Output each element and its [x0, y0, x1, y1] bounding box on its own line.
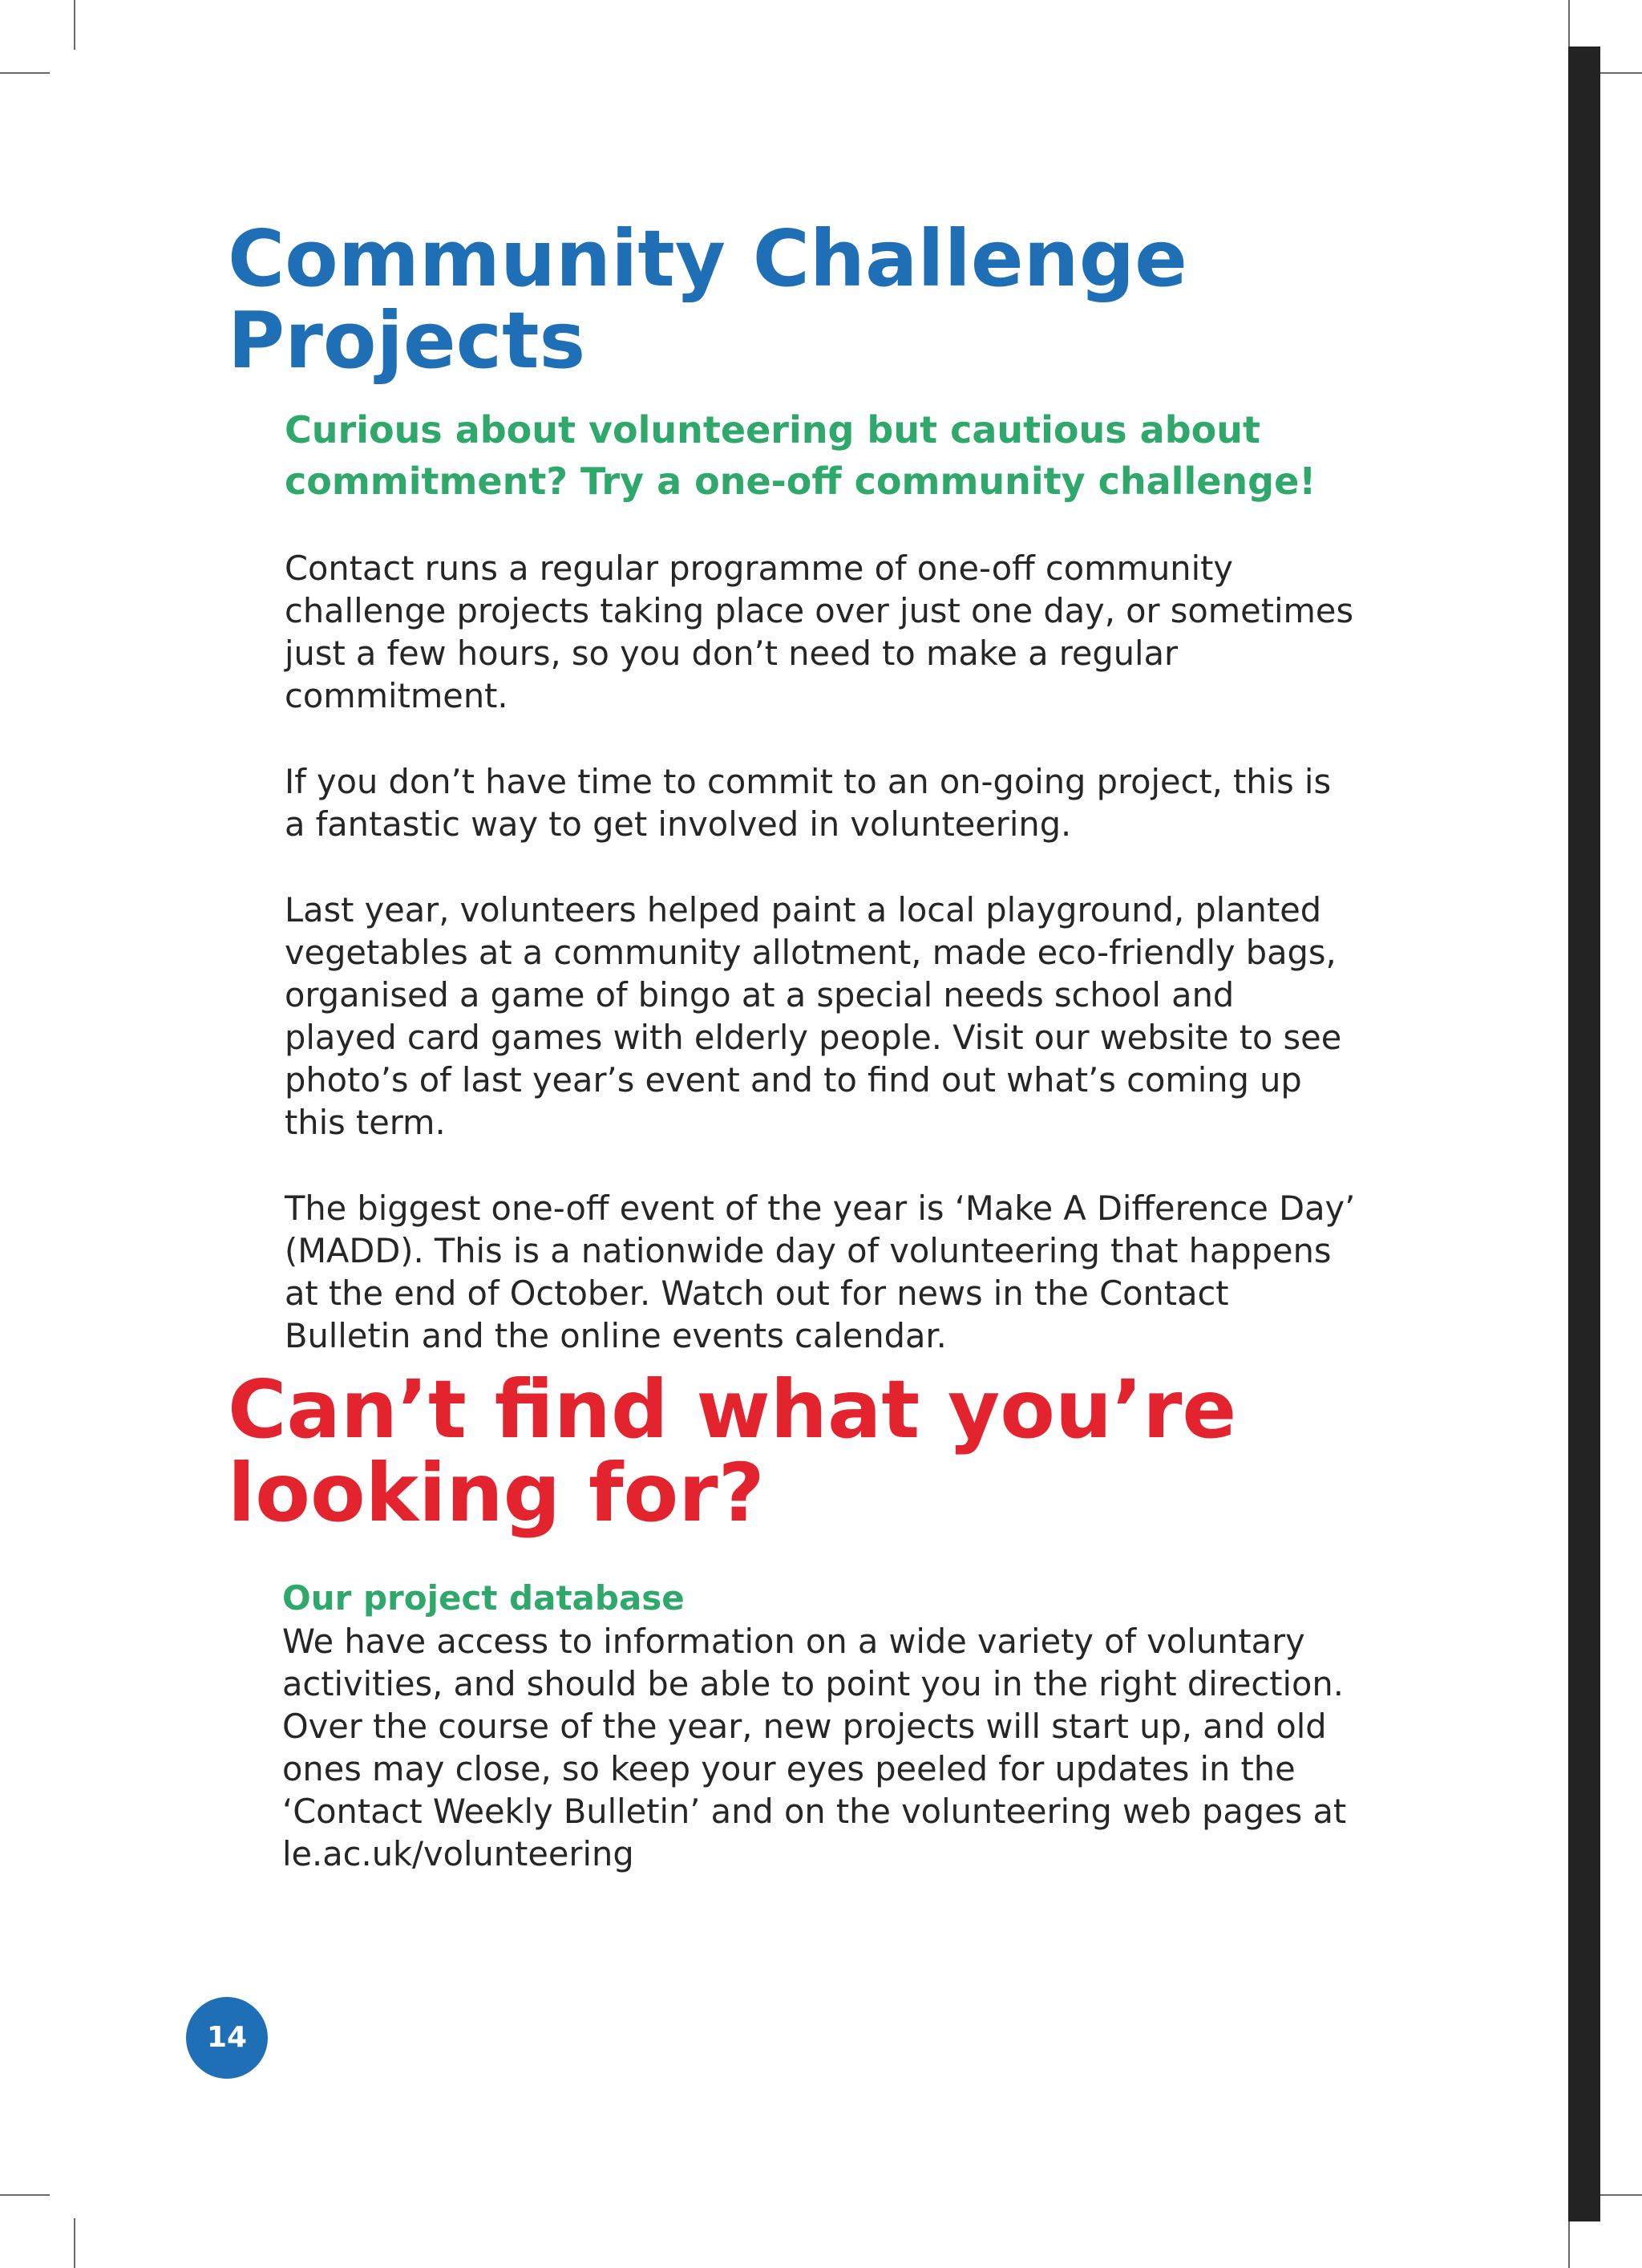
project-database-label: Our project database	[282, 1578, 685, 1618]
paragraph-project-database: We have access to information on a wide variety of voluntary activities, and should be able to point you in the right direction. Over the course of the year, new projects will start up, and old ones may close, so keep your eyes peeled for updates in the ‘Contact Weekly Bulletin’ and on the volunteering web pages at le.ac.uk/volunteering	[282, 1622, 1347, 1873]
page-number-badge: 14	[186, 1997, 268, 2079]
crop-mark-top-right-vertical	[1568, 0, 1570, 50]
crop-mark-top-left-vertical	[74, 0, 75, 50]
section-title-cant-find: Can’t find what you’re looking for?	[228, 1363, 1237, 1540]
paragraph-no-time: If you don’t have time to commit to an on-going project, this is a fantastic way to get involved in volunteering.	[285, 762, 1332, 844]
page-edge-band	[1568, 47, 1600, 2221]
crop-mark-top-left-horizontal	[0, 72, 50, 74]
paragraph-intro: Contact runs a regular programme of one-off community challenge projects taking place over just one day, or sometimes just a few hours, so you don’t need to make a regular commitment.	[285, 549, 1354, 715]
crop-mark-bottom-left-horizontal	[0, 2194, 50, 2196]
paragraph-madd: The biggest one-off event of the year is ‘Make A Difference Day’ (MADD). This is a nationwide day of volunteering that happens at the end of October. Watch out for news in the Contact Bulletin and the online events calendar.	[285, 1189, 1356, 1355]
paragraph-last-year: Last year, volunteers helped paint a local playground, planted vegetables at a community allotment, made eco-friendly bags, organised a game of bingo at a special needs school and played card games with elderly people. Visit our website to see photo’s of last year’s event and to find out what’s coming up this term.	[285, 890, 1342, 1142]
section-subheading: Curious about volunteering but cautious about commitment? Try a one-off community challenge!	[285, 408, 1316, 503]
crop-mark-bottom-left-vertical	[74, 2218, 75, 2268]
section-title-community-challenge: Community Challenge Projects	[228, 213, 1187, 386]
crop-mark-bottom-right-vertical	[1568, 2218, 1570, 2268]
